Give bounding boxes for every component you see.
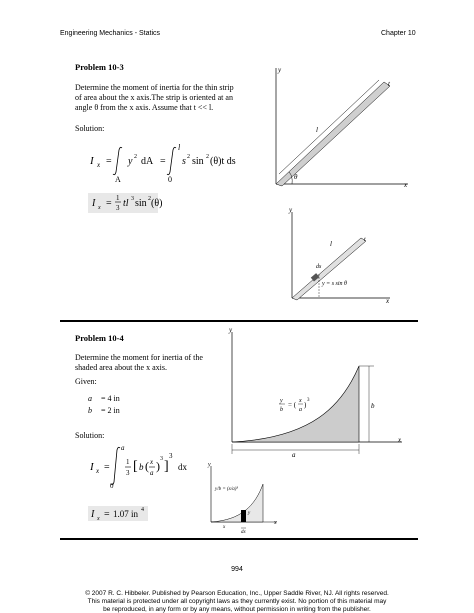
figure-shaded-area: [222, 326, 408, 458]
res-lhs: I: [92, 198, 96, 209]
eq-y: y: [128, 156, 133, 167]
res-arg: (θ): [151, 198, 163, 209]
axis-y-label: y: [289, 208, 293, 214]
res-value: 1.07 in: [113, 509, 139, 519]
x-label: x: [223, 525, 226, 530]
eq-s: s: [182, 156, 186, 167]
axis-x-label: x: [274, 520, 277, 526]
eq-sub: x: [96, 467, 100, 475]
statement-line: Determine the moment of inertia for the thin strip: [75, 83, 234, 92]
problem-title: Problem 10-3: [75, 62, 124, 72]
eq-x: x: [150, 458, 154, 466]
curve-x: x: [299, 398, 302, 404]
axis-y-label: y: [229, 326, 233, 334]
eq-b: b: [139, 462, 144, 472]
int-upper: a: [121, 444, 125, 452]
eq-pow-inner: 3: [160, 456, 163, 462]
svg-text:= (: = (: [288, 401, 297, 409]
integral-sign-2: [167, 147, 176, 174]
int-upper: l: [178, 143, 181, 152]
statement-line: shaded area about the x axis.: [75, 363, 167, 372]
dx-label: dx: [241, 530, 246, 534]
eq-a: a: [150, 469, 154, 477]
footer-line: © 2007 R. C. Hibbeler. Published by Pearson Education, Inc., Upper Saddle River, NJ. All rights reserved.: [85, 590, 389, 597]
strip-thickness-label: t: [364, 237, 366, 243]
curve-a: a: [299, 407, 302, 413]
solution-label: Solution:: [75, 124, 105, 133]
res-eq: =: [106, 198, 112, 209]
int-lower-2: 0: [168, 175, 172, 184]
problem-title: Problem 10-4: [75, 333, 124, 343]
result-ix: [88, 189, 168, 217]
statement-line: angle θ from the x axis. Assume that t << l.: [75, 103, 214, 112]
ys-label: y = s sin θ: [322, 281, 347, 287]
res-pow2: 2: [148, 196, 151, 202]
given-label: Given:: [75, 377, 97, 386]
int-lower: A: [115, 175, 121, 184]
section-divider: [60, 538, 418, 540]
figure-strip-1: [262, 62, 412, 192]
eq-theta: (θ)t ds: [210, 156, 236, 167]
footer-line: This material is protected under all copyright laws as they currently exist. No portion of this material may: [87, 598, 387, 605]
res-lhs: I: [91, 509, 95, 520]
curve-y: y: [280, 398, 283, 404]
equation-ix-integral: [88, 440, 208, 490]
res-eq: =: [104, 509, 110, 520]
footer-line: be reproduced, in any form or by any means, without permission in writing from the publisher.: [103, 606, 371, 613]
ds-label: ds: [316, 264, 322, 270]
res-den: 3: [116, 204, 120, 212]
thin-strip: [292, 238, 366, 300]
eq-den: 3: [126, 469, 130, 477]
eq-num: 1: [126, 458, 130, 466]
given-b: b = 2 in: [88, 406, 120, 415]
eq-equals: =: [104, 462, 110, 473]
solution-label: Solution:: [75, 431, 105, 440]
height-label: b: [371, 402, 375, 410]
axis-x-label: x: [404, 181, 408, 189]
section-divider: [60, 320, 418, 322]
svg-text:]: ]: [164, 459, 169, 474]
svg-text:): ): [304, 401, 307, 409]
res-sub: x: [98, 205, 101, 211]
axis-x-label: x: [386, 297, 390, 305]
res-pow3: 3: [131, 196, 134, 202]
element-strip: [241, 510, 246, 522]
eq-equals: =: [106, 156, 112, 167]
curve-label: y/b = (x/a)³: [215, 487, 238, 492]
eq-s-pow: 2: [187, 154, 190, 160]
svg-text:(: (: [145, 459, 149, 473]
res-tl: tl: [123, 198, 129, 209]
strip-length-label: l: [330, 240, 332, 248]
equation-ix-integral: [88, 140, 278, 185]
thin-strip: [276, 82, 390, 186]
eq-sub: x: [97, 161, 101, 169]
angle-label: θ: [294, 173, 298, 181]
figure-element-strip: [201, 462, 281, 534]
eq-da: dA: [141, 156, 154, 167]
problem-statement: [75, 83, 270, 113]
res-num: 1: [116, 194, 120, 202]
svg-text:): ): [156, 459, 160, 473]
axis-y-label: y: [208, 462, 211, 468]
axis-x-label: x: [398, 436, 402, 444]
given-a: a = 4 in: [88, 394, 120, 403]
res-sub: x: [97, 516, 100, 522]
svg-text:y: y: [248, 511, 251, 516]
eq-dx: dx: [178, 462, 187, 472]
strip-length-label: l: [316, 126, 318, 134]
integral-sign: [113, 147, 122, 174]
width-label: a: [292, 451, 296, 458]
axis-y-label: y: [278, 66, 282, 74]
figure-strip-2: [278, 208, 418, 308]
svg-text:[: [: [133, 459, 138, 474]
statement-line: of area about the x axis.The strip is oriented at an: [75, 93, 233, 102]
eq-sin-pow: 2: [206, 154, 209, 160]
eq-sin: sin: [192, 156, 204, 167]
res-sin: sin: [135, 198, 147, 209]
curve-b: b: [280, 407, 283, 413]
page-number: 994: [231, 566, 243, 573]
curve-pow: 3: [307, 398, 310, 403]
integral-sign: [111, 447, 120, 484]
header-right: Chapter 10: [381, 30, 416, 37]
statement-line: Determine the moment for inertia of the: [75, 353, 203, 362]
eq-equals-2: =: [160, 156, 166, 167]
eq-pow: 2: [134, 154, 137, 160]
eq-lhs: I: [90, 155, 94, 167]
res-pow: 4: [141, 507, 144, 513]
int-lower: 0: [110, 482, 114, 490]
header-left: Engineering Mechanics - Statics: [60, 30, 160, 37]
strip-thickness-label: t: [388, 80, 390, 88]
eq-lhs: I: [90, 461, 94, 473]
eq-pow-outer: 3: [169, 452, 173, 460]
problem-statement: [75, 353, 225, 373]
result-ix: [88, 502, 158, 524]
